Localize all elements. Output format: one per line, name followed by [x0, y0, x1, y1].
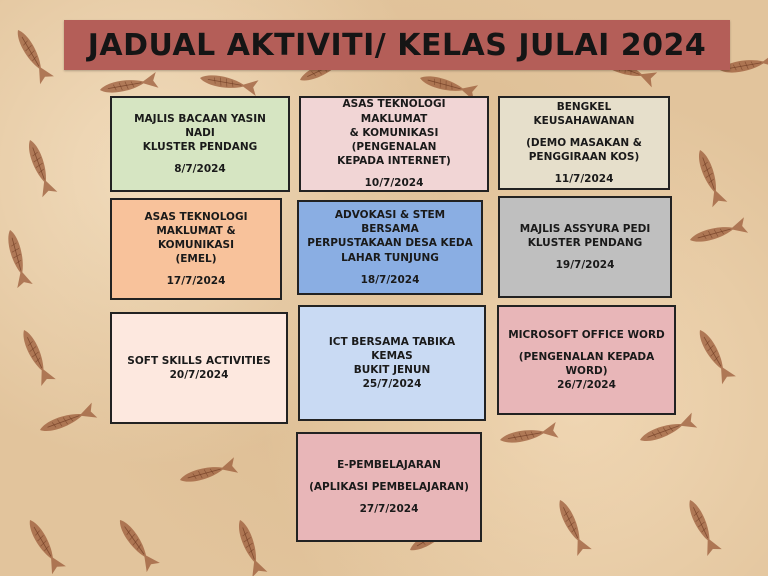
fossil-fish-icon — [37, 403, 97, 438]
fossil-fish-icon — [553, 497, 592, 556]
fossil-fish-icon — [499, 422, 559, 448]
card-text: SOFT SKILLS ACTIVITIES — [127, 354, 271, 367]
card-text: ADVOKASI & STEM BERSAMA — [334, 209, 446, 236]
activity-card — [297, 200, 483, 295]
card-date: 19/7/2024 — [555, 259, 615, 272]
card-text: KLUSTER PENDANG — [142, 141, 258, 153]
card-text: MAKLUMAT & KOMUNIKASI — [156, 224, 236, 251]
card-text: ICT BERSAMA TABIKA KEMAS — [328, 335, 456, 362]
card-date: 10/7/2024 — [364, 177, 424, 190]
fossil-fish-icon — [683, 497, 722, 556]
card-text: MAJLIS ASSYURA PEDI — [519, 222, 651, 235]
card-text: WORD) — [565, 365, 608, 377]
card-text: KEPADA INTERNET) — [337, 155, 451, 168]
card-text: LAHAR TUNJUNG — [341, 251, 439, 264]
card-date: 18/7/2024 — [360, 273, 420, 286]
activity-card — [498, 196, 672, 298]
title-banner — [64, 20, 730, 70]
activity-card — [497, 305, 676, 415]
fossil-fish-icon — [178, 457, 238, 487]
card-date: 17/7/2024 — [166, 275, 226, 288]
fossil-fish-icon — [99, 72, 159, 98]
activity-card — [498, 96, 670, 190]
card-text: ASAS TEKNOLOGI MAKLUMAT — [342, 98, 446, 125]
card-heading: MICROSOFT OFFICE WORD — [508, 328, 665, 341]
card-text: (APLIKASI PEMBELAJARAN) — [309, 480, 469, 493]
card-text: MAJLIS BACAAN YASIN NADI — [134, 112, 266, 139]
card-text: (DEMO MASAKAN & — [526, 136, 642, 149]
fossil-fish-icon — [22, 137, 57, 197]
activity-card — [299, 96, 489, 192]
card-date: 11/7/2024 — [554, 173, 614, 186]
card-date: 20/7/2024 — [169, 369, 229, 381]
card-date: 26/7/2024 — [557, 379, 616, 392]
fossil-fish-icon — [688, 217, 748, 247]
fossil-fish-icon — [637, 413, 697, 448]
fossil-fish-icon — [17, 327, 56, 386]
card-heading: E-PEMBELAJARAN — [337, 458, 441, 471]
card-text: (EMEL) — [175, 253, 217, 266]
fossil-fish-icon — [2, 228, 32, 288]
fossil-fish-icon — [113, 515, 159, 572]
card-text: PERPUSTAKAAN DESA KEDA — [307, 237, 473, 250]
card-date: 27/7/2024 — [359, 503, 419, 516]
card-date: 8/7/2024 — [174, 163, 226, 176]
fossil-fish-icon — [692, 147, 727, 207]
activity-card — [110, 312, 288, 424]
fossil-fish-icon — [199, 70, 259, 96]
fossil-fish-icon — [693, 326, 736, 384]
card-text: PENGGIRAAN KOS) — [528, 151, 640, 164]
card-heading: BENGKEL KEUSAHAWANAN — [533, 100, 635, 127]
card-text: & KOMUNIKASI (PENGENALAN — [349, 126, 439, 153]
card-text: (PENGENALAN KEPADA — [518, 350, 655, 363]
activity-card — [110, 198, 282, 300]
card-text: KLUSTER PENDANG — [527, 236, 643, 249]
activity-card — [110, 96, 290, 192]
activity-card — [296, 432, 482, 542]
fossil-fish-icon — [11, 26, 54, 84]
card-text: ASAS TEKNOLOGI — [144, 210, 248, 223]
fossil-fish-icon — [232, 517, 267, 576]
card-text: BUKIT JENUN — [353, 364, 431, 376]
fossil-fish-icon — [23, 516, 66, 574]
card-date: 25/7/2024 — [362, 378, 422, 391]
page-title: JADUAL AKTIVITI/ KELAS JULAI 2024 — [87, 27, 707, 63]
activity-card — [298, 305, 486, 421]
